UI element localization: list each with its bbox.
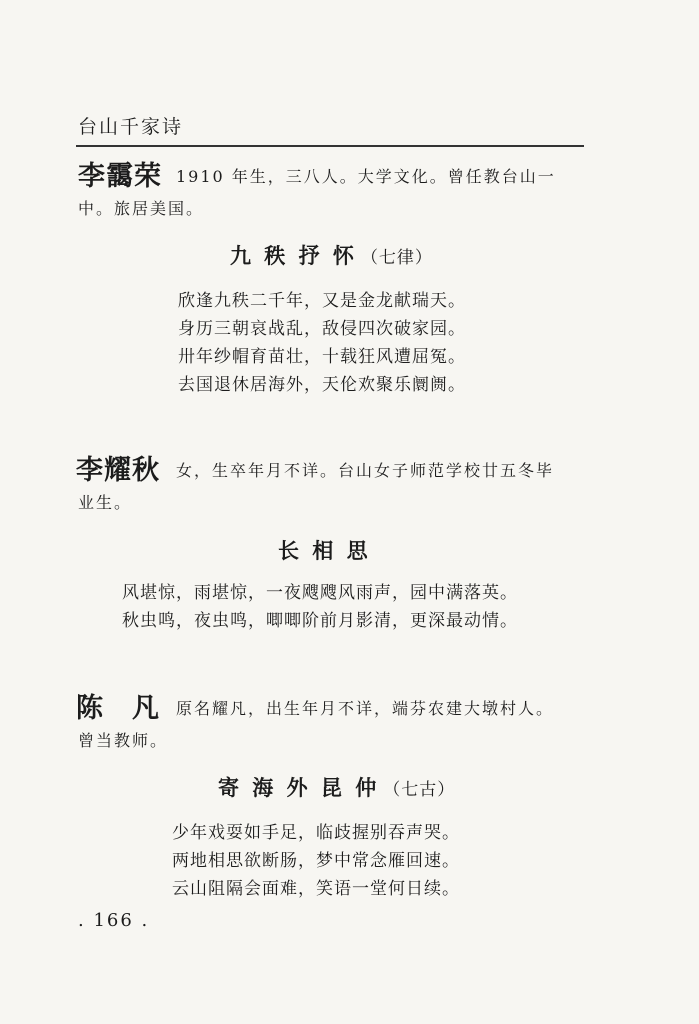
poem-title-text: 长 相 思 — [278, 539, 371, 563]
poem-line: 身历三朝哀战乱，敌侵四次破家园。 — [178, 319, 466, 339]
poem-line: 欣逢九秩二千年，又是金龙献瑞天。 — [178, 291, 466, 311]
poem-line: 秋虫鸣，夜虫鸣，唧唧阶前月影清，更深最动情。 — [122, 611, 518, 631]
poem-line: 云山阻隔会面难，笑语一堂何日续。 — [172, 879, 460, 899]
poet-bio-line: 曾当教师。 — [78, 731, 169, 750]
poet-name: 李耀秋 — [76, 455, 160, 486]
poem-line: 风堪惊，雨堪惊，一夜飕飕风雨声，园中满落英。 — [122, 583, 518, 603]
running-header: 台山千家诗 — [78, 116, 184, 138]
poet-bio-line: 女，生卒年月不详。台山女子师范学校廿五冬毕 — [176, 461, 555, 480]
poem-line: 卅年纱帽育苗壮，十载狂风遭屈冤。 — [178, 347, 466, 367]
header-rule — [76, 145, 584, 147]
poem-line: 去国退休居海外，天伦欢聚乐阛阓。 — [178, 375, 466, 395]
poet-bio-line: 1910 年生，三八人。大学文化。曾任教台山一 — [176, 167, 556, 186]
page-number: . 166 . — [78, 910, 150, 931]
poet-bio-line: 业生。 — [78, 493, 133, 512]
poem-form: （七古） — [383, 780, 456, 800]
poet-name: 李靄荣 — [78, 161, 162, 192]
poem-form: （七律） — [360, 248, 433, 268]
poet-bio-line: 原名耀凡，出生年月不详，端芬农建大墩村人。 — [176, 699, 555, 718]
poem-title — [230, 240, 433, 270]
poem-line: 两地相思欲断肠，梦中常念雁回速。 — [172, 851, 460, 871]
poet-bio-line: 中。旅居美国。 — [78, 199, 205, 218]
poem-line: 少年戏耍如手足，临歧握别吞声哭。 — [172, 823, 460, 843]
poem-title — [218, 772, 455, 802]
poem-title-text: 寄 海 外 昆 仲 — [218, 776, 380, 800]
poem-title-text: 九 秩 抒 怀 — [230, 244, 357, 268]
poet-name: 陈 凡 — [76, 693, 160, 724]
poem-title — [278, 535, 371, 565]
